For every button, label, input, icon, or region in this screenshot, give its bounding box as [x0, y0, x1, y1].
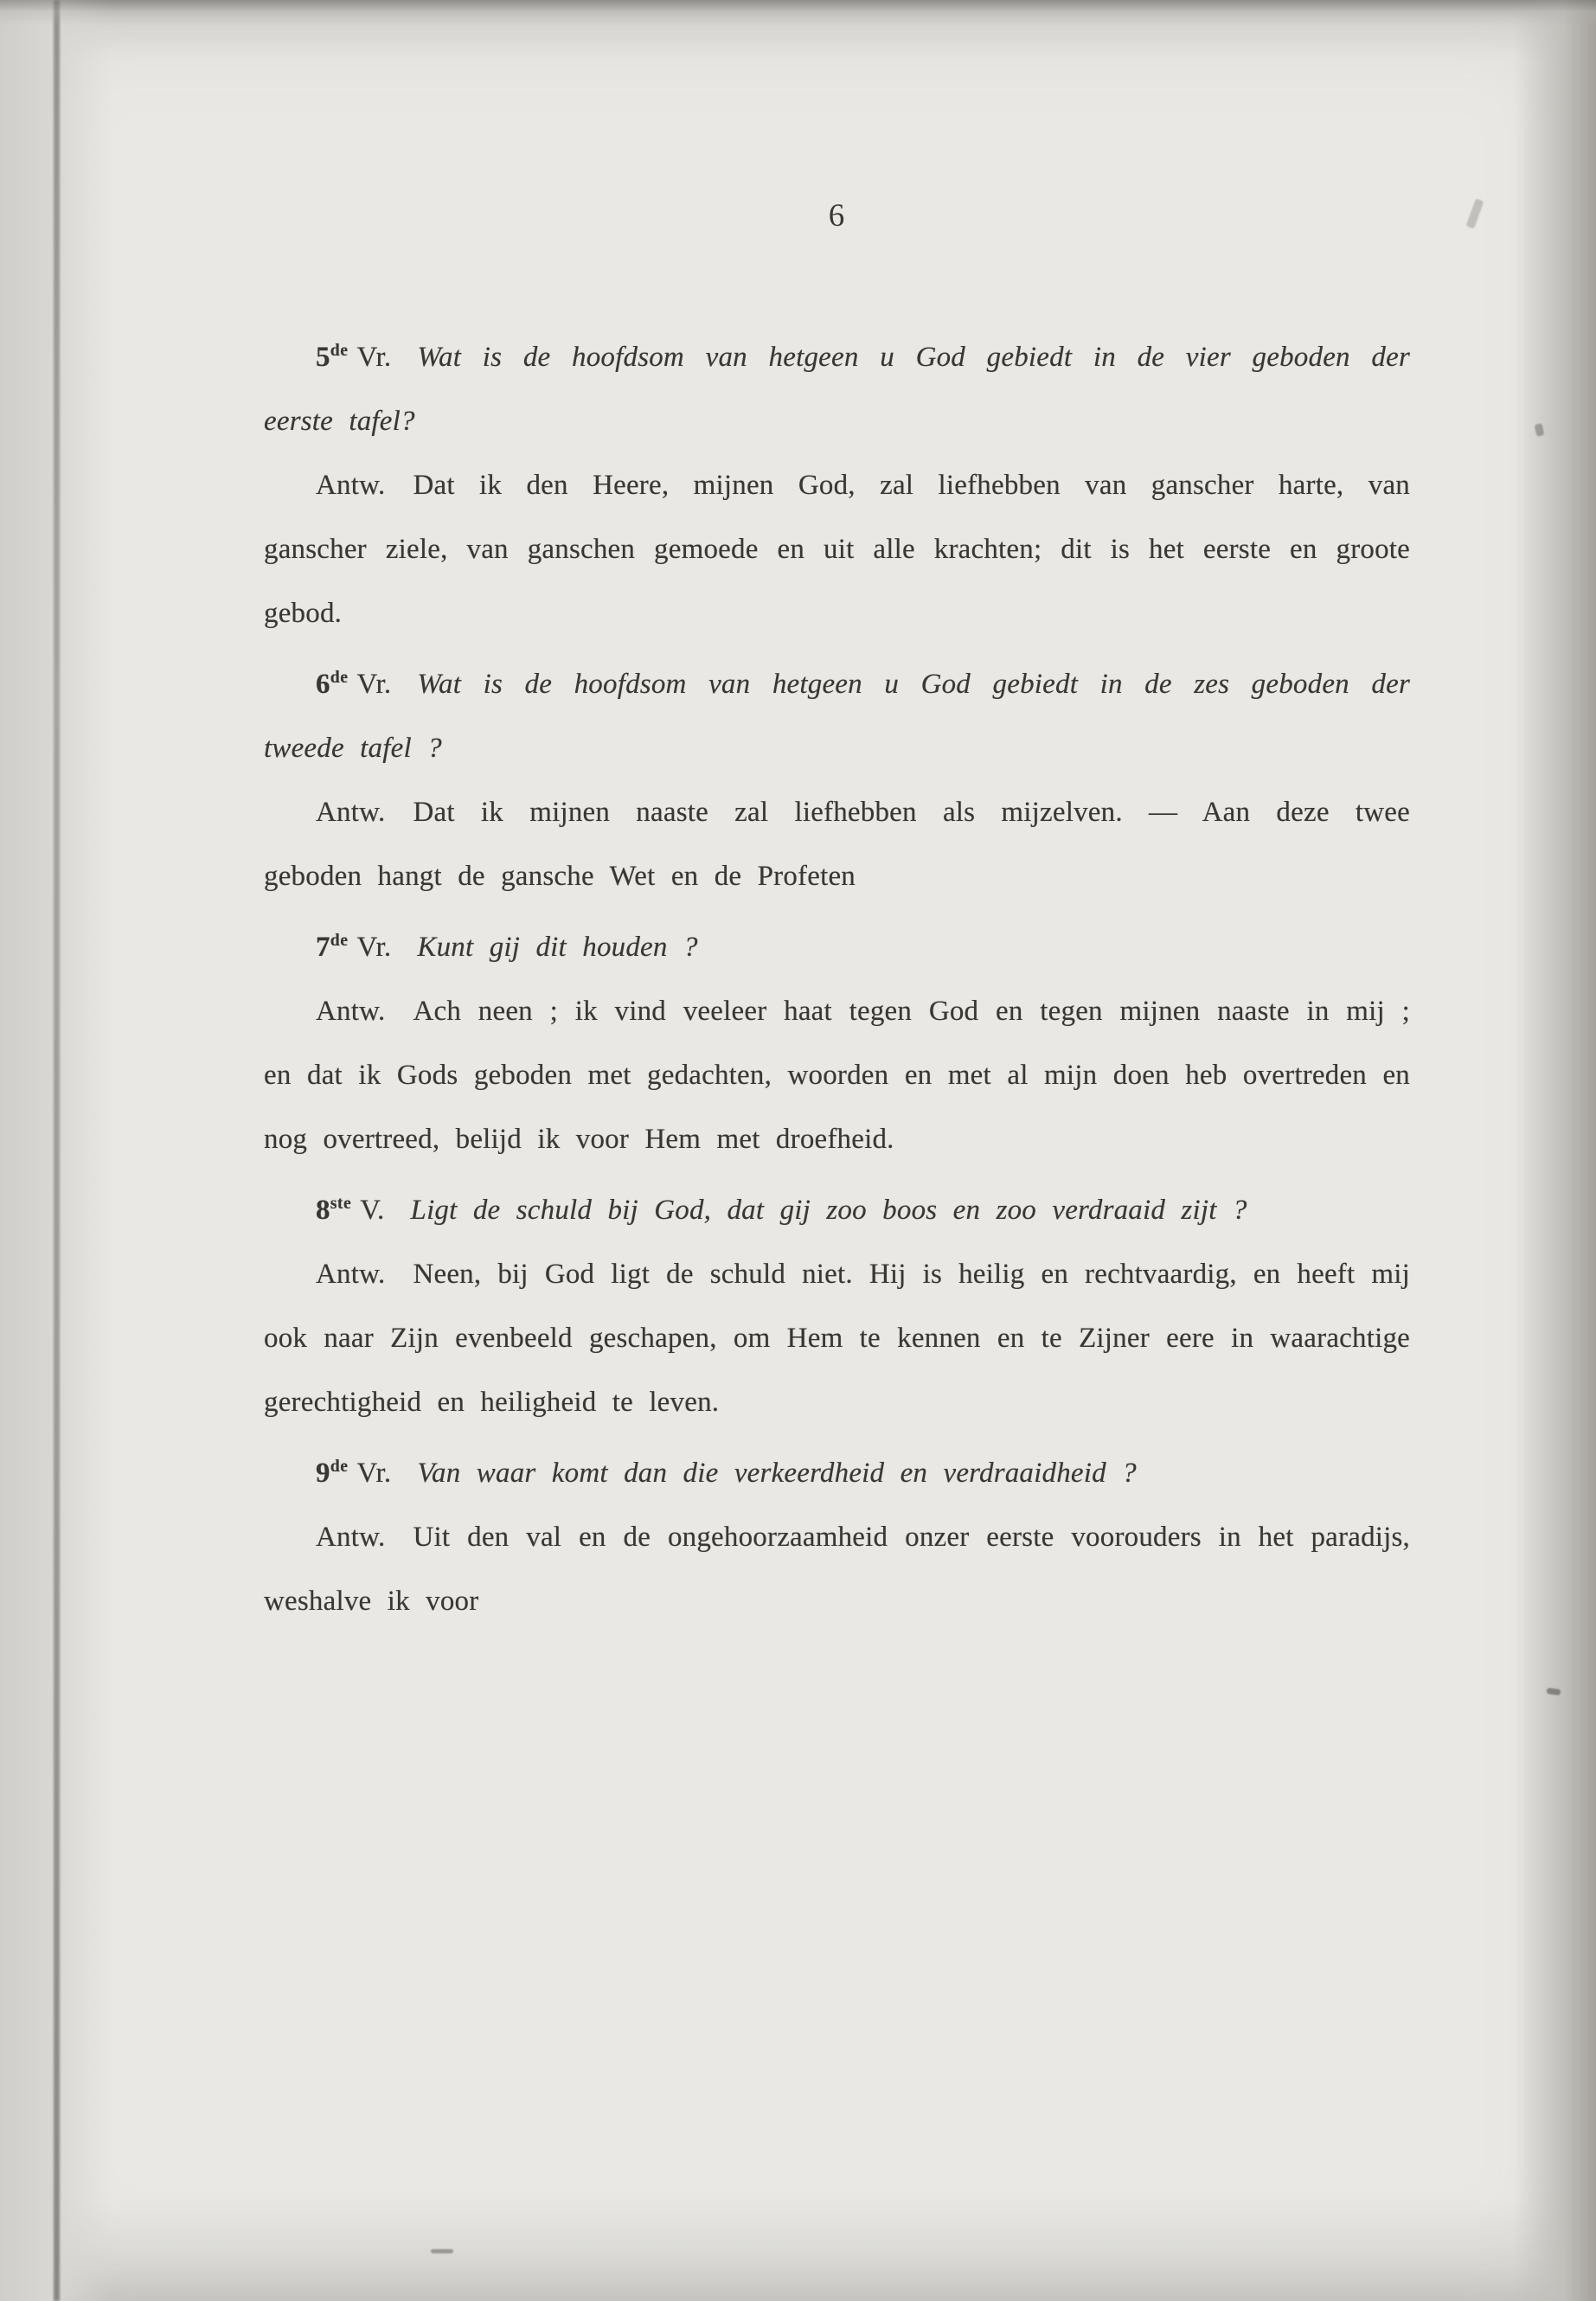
question-paragraph — [264, 1434, 1410, 1505]
question-number: 8 — [316, 1195, 330, 1226]
question-text: Wat is de hoofdsom van hetgeen u God gebiedt in de vier geboden der eerste tafel? — [264, 342, 1410, 437]
question-number: 6 — [316, 669, 330, 700]
question-number: 7 — [316, 932, 330, 963]
question-ordinal — [316, 669, 348, 700]
question-label: Vr. — [356, 342, 392, 373]
question-ordinal-suffix: de — [330, 931, 349, 950]
question-ordinal-suffix: de — [330, 1457, 349, 1476]
question-ordinal-suffix: de — [330, 668, 349, 687]
question-label: Vr. — [356, 1458, 392, 1489]
answer-text: Ach neen ; ik vind veeleer haat tegen God en tegen mijnen naaste in mij ; en dat ik Gods geboden met gedachten, woorden en met al mijn doen heb overtreden en nog overtreed, belijd ik voor Hem met droefheid. — [264, 996, 1410, 1155]
answer-text: Neen, bij God ligt de schuld niet. Hij is heilig en rechtvaardig, en heeft mij ook naar Zijn evenbeeld geschapen, om Hem te kennen en te Zijner eere in waarachtige gerechtigheid en heiligheid te leven. — [264, 1259, 1410, 1418]
question-number: 9 — [316, 1458, 330, 1489]
question-paragraph — [264, 1171, 1410, 1242]
question-label: Vr. — [356, 669, 392, 700]
question-number: 5 — [316, 342, 330, 373]
answer-label: Antw. — [316, 797, 386, 828]
question-text: Van waar komt dan die verkeerdheid en verdraaidheid ? — [417, 1458, 1137, 1489]
scan-top-edge-shadow — [0, 0, 1596, 26]
answer-text: Dat ik den Heere, mijnen God, zal liefhebben van ganscher harte, van ganscher ziele, van ganschen gemoede en uit alle krachten; dit is het eerste en groote gebod. — [264, 470, 1410, 629]
question-paragraph — [264, 645, 1410, 780]
question-text: Wat is de hoofdsom van hetgeen u God gebiedt in de zes geboden der tweede tafel ? — [264, 669, 1410, 764]
question-label: V. — [360, 1195, 385, 1226]
answer-paragraph — [264, 780, 1410, 908]
question-ordinal-suffix: ste — [330, 1194, 352, 1213]
answer-paragraph — [264, 979, 1410, 1171]
question-text: Ligt de schuld bij God, dat gij zoo boos en zoo verdraaid zijt ? — [410, 1195, 1247, 1226]
text-body — [264, 318, 1410, 1633]
answer-paragraph — [264, 453, 1410, 645]
answer-text: Dat ik mijnen naaste zal liefhebben als mijzelven. — Aan deze twee geboden hangt de gansche Wet en de Profeten — [264, 797, 1410, 892]
question-ordinal — [316, 342, 348, 373]
question-ordinal-suffix: de — [330, 341, 349, 360]
scan-artifact — [431, 2249, 453, 2253]
question-ordinal — [316, 1458, 348, 1489]
answer-text: Uit den val en de ongehoorzaamheid onzer eerste voorouders in het paradijs, weshalve ik voor — [264, 1522, 1410, 1617]
answer-label: Antw. — [316, 1259, 386, 1290]
question-text: Kunt gij dit houden ? — [417, 932, 698, 963]
answer-label: Antw. — [316, 470, 386, 501]
book-gutter-line — [54, 0, 60, 2301]
question-paragraph — [264, 318, 1410, 453]
answer-paragraph — [264, 1505, 1410, 1633]
question-ordinal — [316, 932, 348, 963]
answer-paragraph — [264, 1242, 1410, 1434]
question-label: Vr. — [356, 932, 392, 963]
scan-artifact — [1465, 198, 1484, 228]
answer-label: Antw. — [316, 996, 386, 1027]
page-number: 6 — [828, 198, 846, 234]
scan-right-edge-shadow — [1514, 0, 1596, 2301]
question-ordinal — [316, 1195, 351, 1226]
answer-label: Antw. — [316, 1522, 386, 1553]
question-paragraph — [264, 908, 1410, 979]
